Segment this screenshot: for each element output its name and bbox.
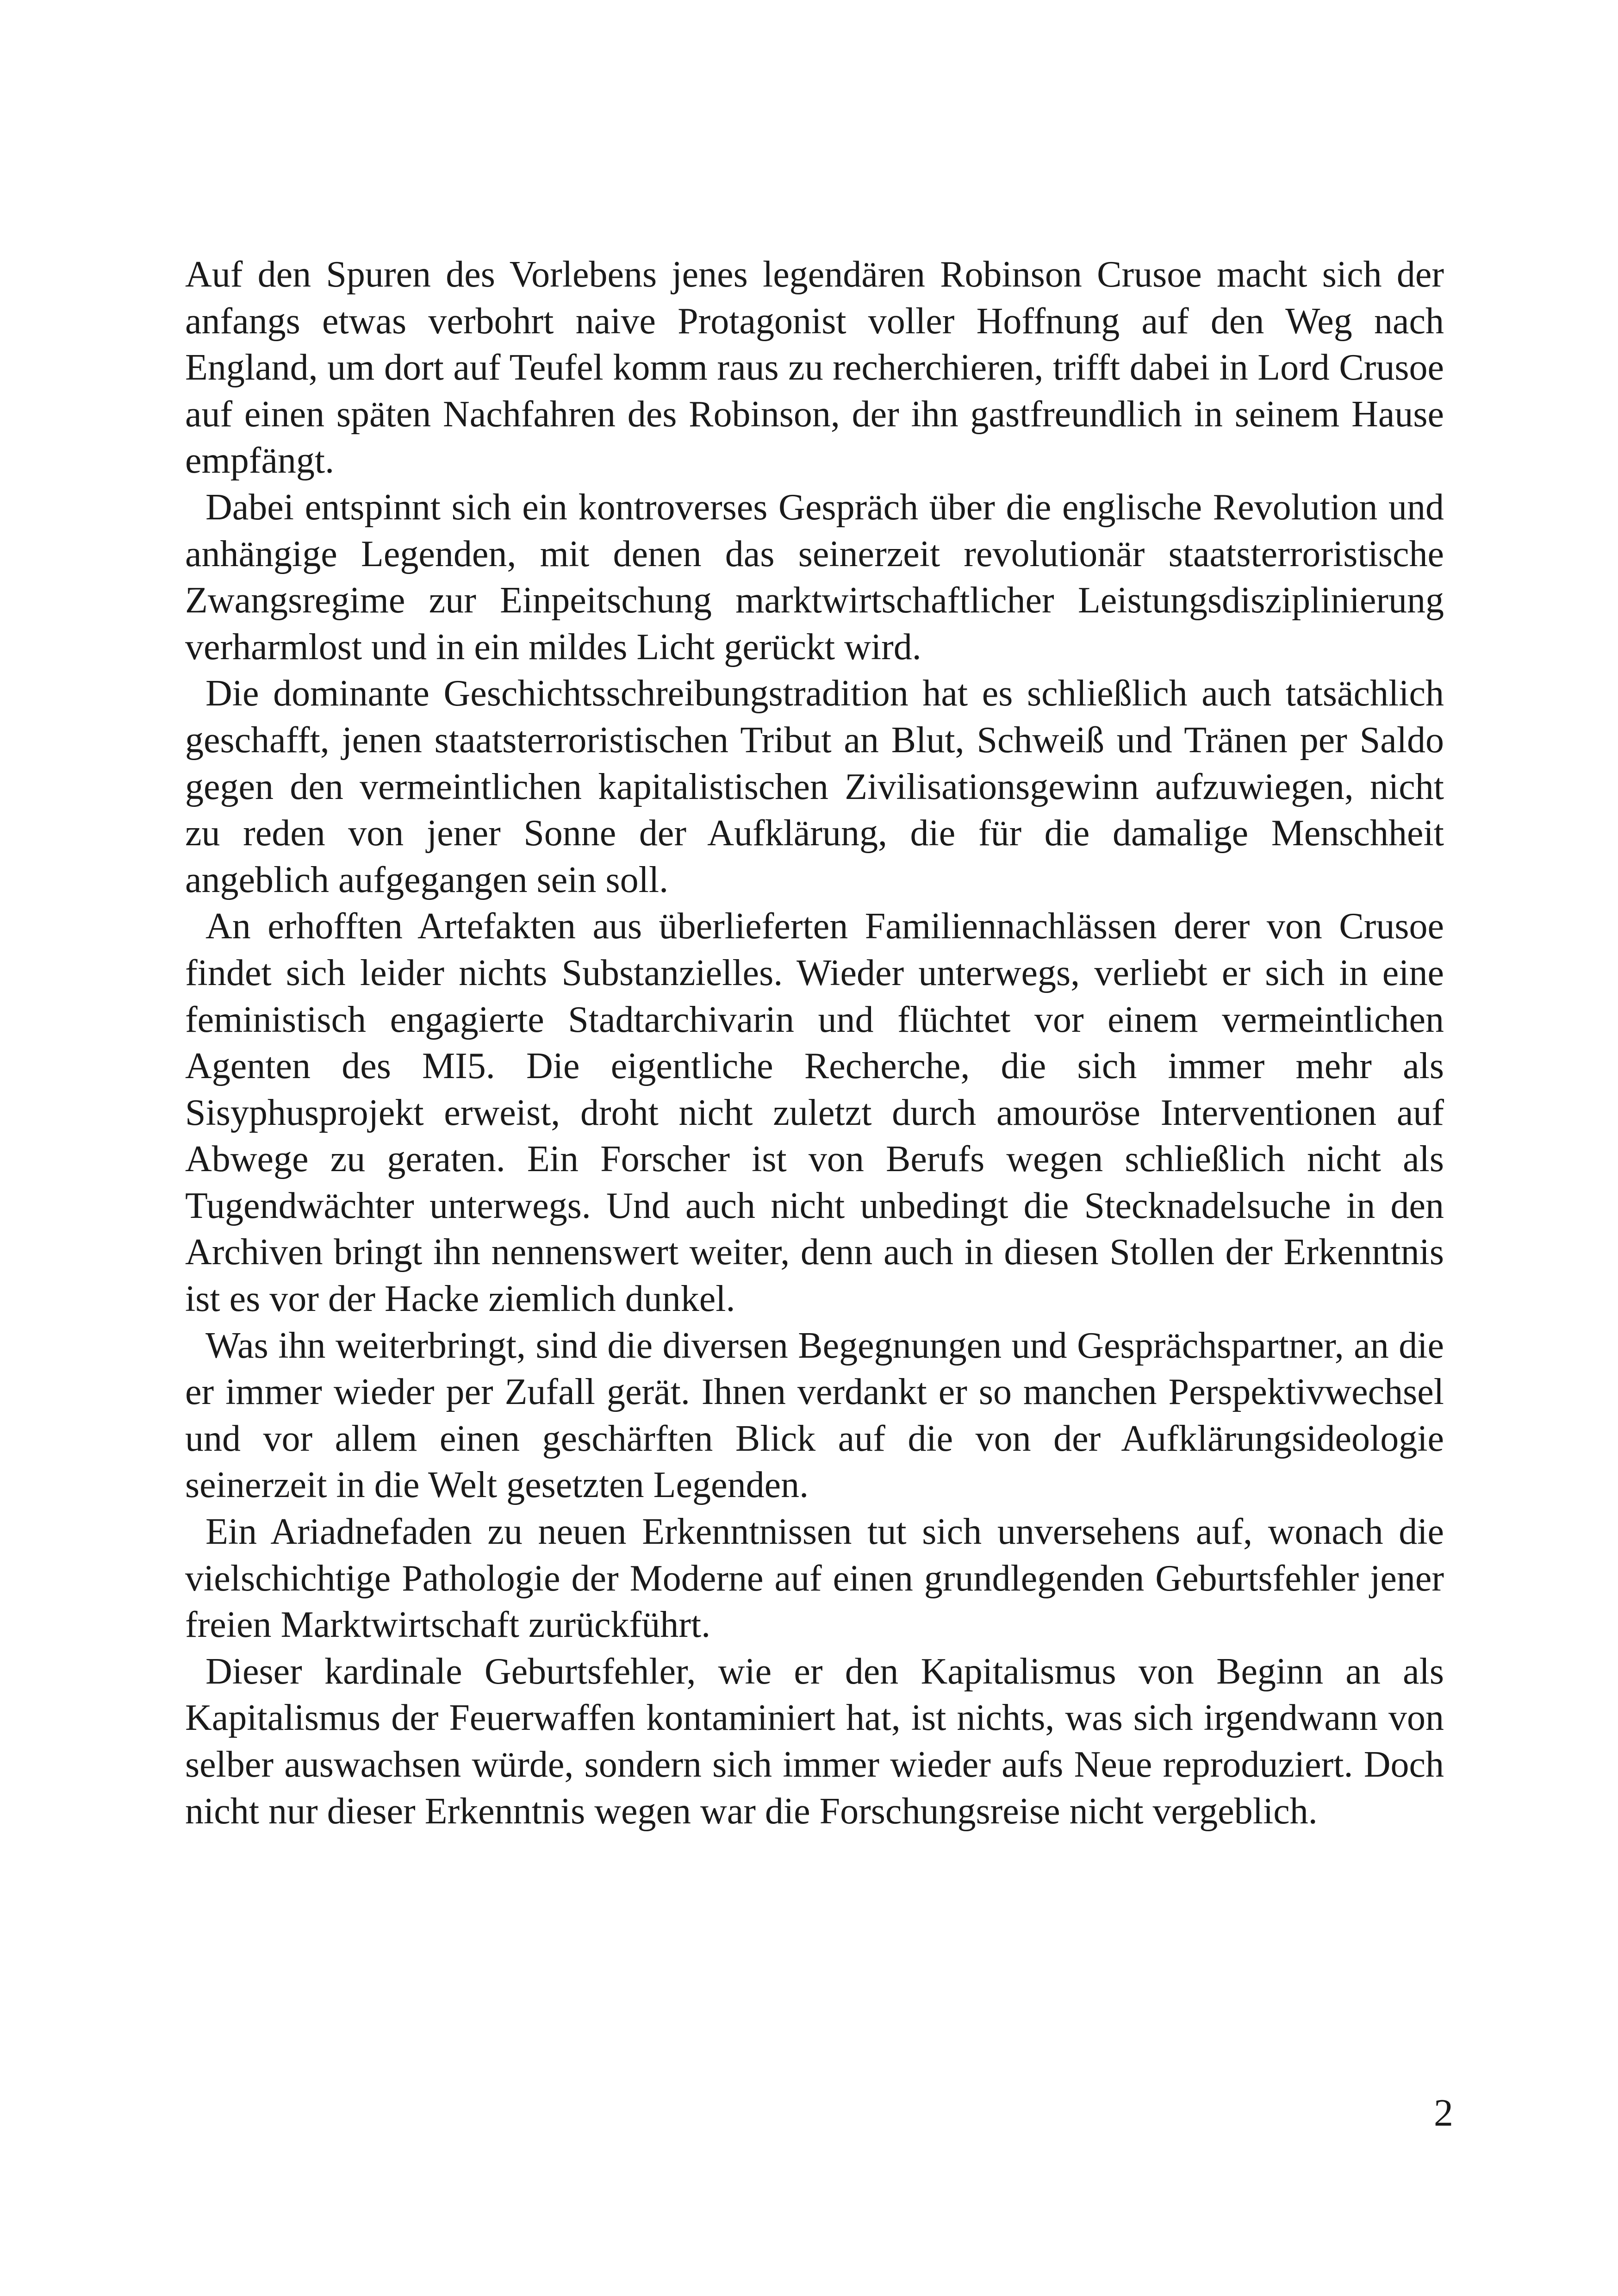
- paragraph-4: An erhofften Artefakten aus überlieferten Familiennachlässen derer von Crusoe findet sich leider nichts Substanzielles. Wieder unterwegs, verliebt er sich in eine feministisch engagierte Stadtarchivarin und flüchtet vor einem vermeintlichen Agenten des MI5. Die eigentliche Recherche, die sich immer mehr als Sisyphusprojekt erweist, droht nicht zuletzt durch amouröse Interventionen auf Abwege zu geraten. Ein Forscher ist von Berufs wegen schließlich nicht als Tugendwächter unterwegs. Und auch nicht unbedingt die Stecknadelsuche in den Archiven bringt ihn nennenswert weiter, denn auch in diesen Stollen der Erkenntnis ist es vor der Hacke ziemlich dunkel.: [185, 906, 1444, 1320]
- paragraph-3: Die dominante Geschichtsschreibungstradition hat es schließlich auch tatsächlich geschafft, jenen staatsterroristischen Tribut an Blut, Schweiß und Tränen per Saldo gegen den vermeintlichen kapitalistischen Zivilisationsgewinn aufzuwiegen, nicht zu reden von jener Sonne der Aufklärung, die für die damalige Menschheit angeblich aufgegangen sein soll.: [185, 673, 1444, 900]
- paragraph-7: Dieser kardinale Geburtsfehler, wie er den Kapitalismus von Beginn an als Kapitalismus der Feuerwaffen kontaminiert hat, ist nichts, was sich irgendwann von selber auswachsen würde, sondern sich immer wieder aufs Neue reproduziert. Doch nicht nur dieser Erkenntnis wegen war die Forschungsreise nicht vergeblich.: [185, 1651, 1444, 1832]
- paragraph-5: Was ihn weiterbringt, sind die diversen Begegnungen und Gesprächspartner, an die er immer wieder per Zufall gerät. Ihnen verdankt er so manchen Perspektivwechsel und vor allem einen geschärften Blick auf die von der Aufklärungsideologie seinerzeit in die Welt gesetzten Legenden.: [185, 1325, 1444, 1506]
- body-text: [185, 251, 1444, 1834]
- paragraph-6: Ein Ariadnefaden zu neuen Erkenntnissen tut sich unversehens auf, wonach die vielschichtige Pathologie der Moderne auf einen grundlegenden Geburtsfehler jener freien Marktwirtschaft zurückführt.: [185, 1511, 1444, 1646]
- paragraph-2: Dabei entspinnt sich ein kontroverses Gespräch über die englische Revolution und anhängige Legenden, mit denen das seinerzeit revolutionär staatsterroristische Zwangsregime zur Einpeitschung marktwirtschaftlicher Leistungsdisziplinierung verharmlost und in ein mildes Licht gerückt wird.: [185, 487, 1444, 668]
- paragraph-1: Auf den Spuren des Vorlebens jenes legendären Robinson Crusoe macht sich der anfangs etwas verbohrt naive Protagonist voller Hoffnung auf den Weg nach England, um dort auf Teufel komm raus zu recherchieren, trifft dabei in Lord Crusoe auf einen späten Nachfahren des Robinson, der ihn gastfreundlich in seinem Hause empfängt.: [185, 254, 1444, 481]
- page-number: 2: [1434, 2091, 1453, 2134]
